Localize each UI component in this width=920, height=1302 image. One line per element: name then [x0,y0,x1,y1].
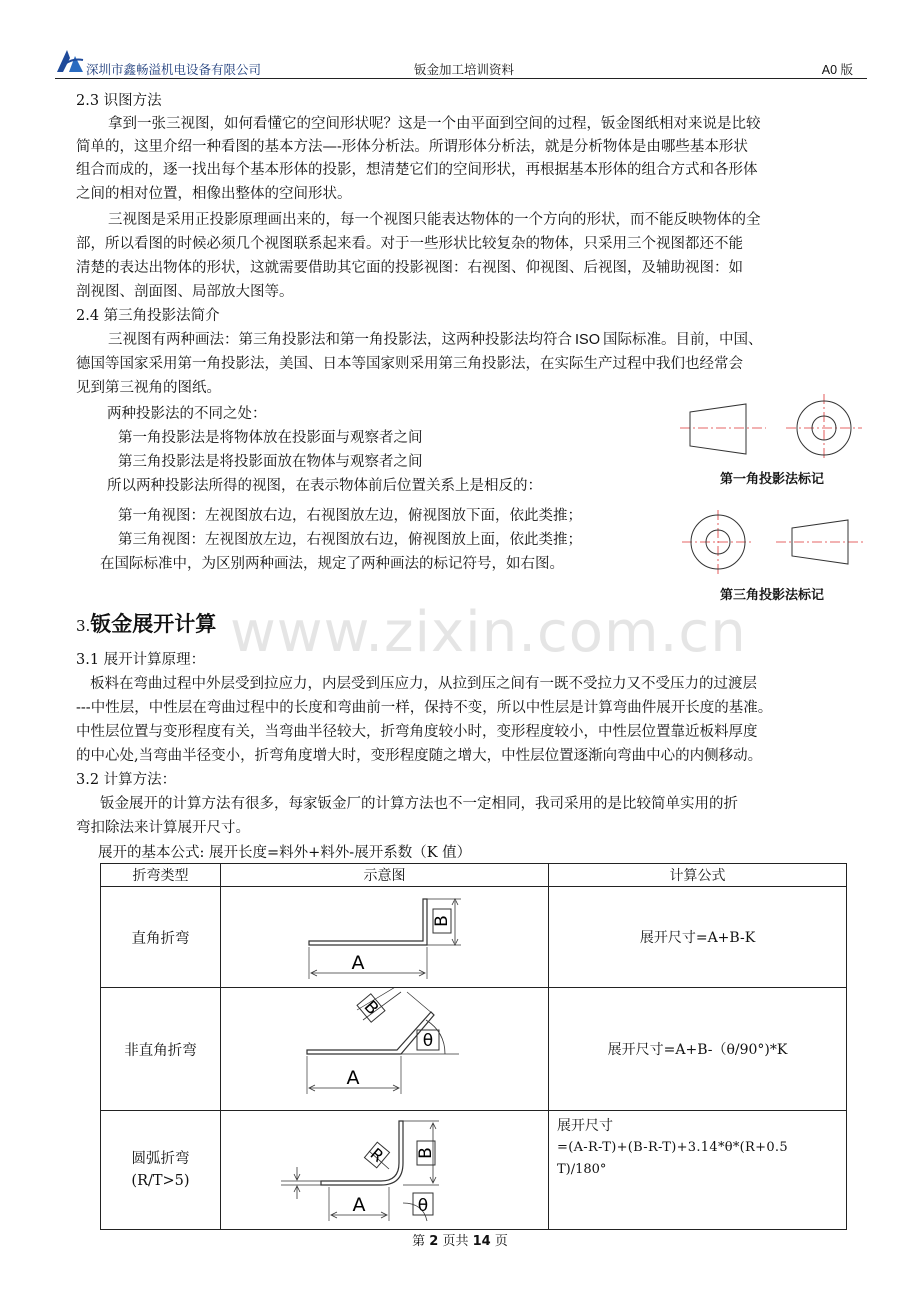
formula-line: 展开尺寸 [557,1118,613,1134]
paragraph-line: 部，所以看图的时候必须几个视图联系起来看。对于一些形状比较复杂的物体，只采用三个视图都还不能 [76,236,743,252]
paragraph-line: 第一角投影法是将物体放在投影面与观察者之间 [118,430,423,446]
paragraph-line: 钣金展开的计算方法有很多，每家钣金厂的计算方法也不一定相同，我司采用的是比较简单实用的折 [100,796,738,812]
paragraph-line: 见到第三视角的图纸。 [76,380,221,396]
section-title: 钣金展开计算 [90,612,217,636]
formula-line: T)/180° [557,1162,607,1177]
paragraph-line: 板料在弯曲过程中外层受到拉应力，内层受到压应力，从拉到压之间有一既不受拉力又不受压力的过渡层 [90,676,757,692]
first-angle-symbol [676,392,866,462]
formula-cell [549,1111,847,1230]
paragraph-line: 简单的，这里介绍一种看图的基本方法—-形体分析法。所谓形体分析法，就是分析物体是由哪些基本形状 [76,139,748,155]
dim-b-label: B [416,1147,436,1159]
paragraph-line: 的中心处,当弯曲半径变小，折弯角度增大时，变形程度随之增大，中性层位置逐渐向弯曲中心的内侧移动。 [76,748,763,764]
document-title: 钣金加工培训资料 [414,63,515,77]
section-2-4-heading: 2.4 第三角投影法简介 [76,308,220,324]
theta-label: θ [422,1031,434,1051]
dim-a-label: A [346,1067,360,1089]
paragraph-line: 第一角视图：左视图放右边，右视图放左边，俯视图放下面，依此类推； [118,508,582,524]
diagram-cell [221,988,549,1111]
formula-cell: 展开尺寸=A+B-（θ/90°)*K [549,988,847,1111]
paragraph-line: 剖视图、剖面图、局部放大图等。 [76,284,294,300]
paragraph-line: 弯扣除法来计算展开尺寸。 [76,820,250,836]
section-3-2-heading: 3.2 计算方法： [76,772,177,788]
paragraph-line: 第三角视图：左视图放左边，右视图放右边，俯视图放上面，依此类推； [118,532,582,548]
section-number: 3. [76,617,91,635]
table-row [101,1111,847,1230]
paragraph-line: 第三角投影法是将投影面放在物体与观察者之间 [118,454,423,470]
bend-type-cell [101,1111,221,1230]
paragraph-line: 两种投影法的不同之处： [107,406,267,422]
section-3-heading [76,608,216,638]
company-logo-icon [55,44,85,74]
table-row [101,988,847,1111]
bend-type-condition: (R/T>5) [131,1173,190,1189]
paragraph-line: 组合而成的，逐一找出每个基本形体的投影，想清楚它们的空间形状，再根据基本形体的组合方式和各形体 [76,162,758,178]
dim-b-label: B [359,996,383,1020]
version-label: A0 版 [821,63,853,77]
theta-label: θ [417,1196,429,1216]
dim-a-label: A [352,1194,366,1216]
bend-type-cell: 直角折弯 [101,887,221,988]
formula-line: =(A-R-T)+(B-R-T)+3.14*θ*(R+0.5 [557,1140,788,1155]
page-header [55,42,867,79]
header-cell: 计算公式 [549,864,847,887]
third-angle-caption: 第三角投影法标记 [720,588,825,603]
dim-b-label: B [432,915,452,927]
diagram-cell [221,887,549,988]
paragraph-line: 在国际标准中，为区别两种画法，规定了两种画法的标记符号，如右图。 [100,556,564,572]
dim-a-label: A [351,952,365,974]
third-angle-symbol [680,508,870,578]
iso-text: ISO [575,332,600,348]
footer-text: 页 [490,1234,508,1249]
bend-type-text: 圆弧折弯 [131,1151,190,1167]
footer-text: 第 [412,1234,430,1249]
section-3-1-heading: 3.1 展开计算原理： [76,652,206,668]
header-cell: 折弯类型 [101,864,221,887]
formula-line: 展开的基本公式: 展开长度=料外+料外-展开系数（K 值） [98,845,472,861]
paragraph-line: 之间的相对位置，相像出整体的空间形状。 [76,186,352,202]
total-pages: 14 [472,1234,491,1249]
bend-table [100,863,847,1230]
page-number: 2 [429,1234,439,1249]
paragraph-line [108,330,762,350]
table-header-row [101,864,847,887]
formula-cell: 展开尺寸=A+B-K [549,887,847,988]
paragraph-line: 德国等国家采用第一角投影法，美国、日本等国家则采用第三角投影法，在实际生产过程中我们也经常会 [76,356,743,372]
watermark: www.zixin.com.cn [230,600,747,665]
text-run: 三视图有两种画法：第三角投影法和第一角投影法，这两种投影法均符合 [108,332,572,348]
arc-bend-diagram [221,1111,548,1225]
table-row [101,887,847,988]
diagram-cell [221,1111,549,1230]
paragraph-line: 所以两种投影法所得的视图，在表示物体前后位置关系上是相反的： [107,478,542,494]
header-cell: 示意图 [221,864,549,887]
first-angle-caption: 第一角投影法标记 [720,472,825,487]
paragraph-line: 拿到一张三视图，如何看懂它的空间形状呢？这是一个由平面到空间的过程，钣金图纸相对来说是比较 [108,116,761,132]
non-right-angle-diagram [221,988,548,1106]
bend-type-cell: 非直角折弯 [101,988,221,1111]
section-2-3-heading: 2.3 识图方法 [76,93,162,109]
dim-r-label: R [366,1144,388,1166]
footer-text: 页共 [438,1234,473,1249]
paragraph-line: 三视图是采用正投影原理画出来的，每一个视图只能表达物体的一个方向的形状，而不能反映物体的全 [108,212,761,228]
paragraph-line: ---中性层，中性层在弯曲过程中的长度和弯曲前一样，保持不变，所以中性层是计算弯曲件展开长度的基准。 [76,700,773,716]
paragraph-line: 中性层位置与变形程度有关，当弯曲半径较大，折弯角度较小时，变形程度较小，中性层位置靠近板料厚度 [76,724,758,740]
page-footer [0,1230,920,1249]
text-run: 国际标准。目前，中国、 [602,332,763,348]
paragraph-line: 清楚的表达出物体的形状，这就需要借助其它面的投影视图：右视图、仰视图、后视图，及辅助视图：如 [76,260,743,276]
right-angle-diagram [221,887,548,983]
company-name: 深圳市鑫畅溢机电设备有限公司 [86,63,262,77]
